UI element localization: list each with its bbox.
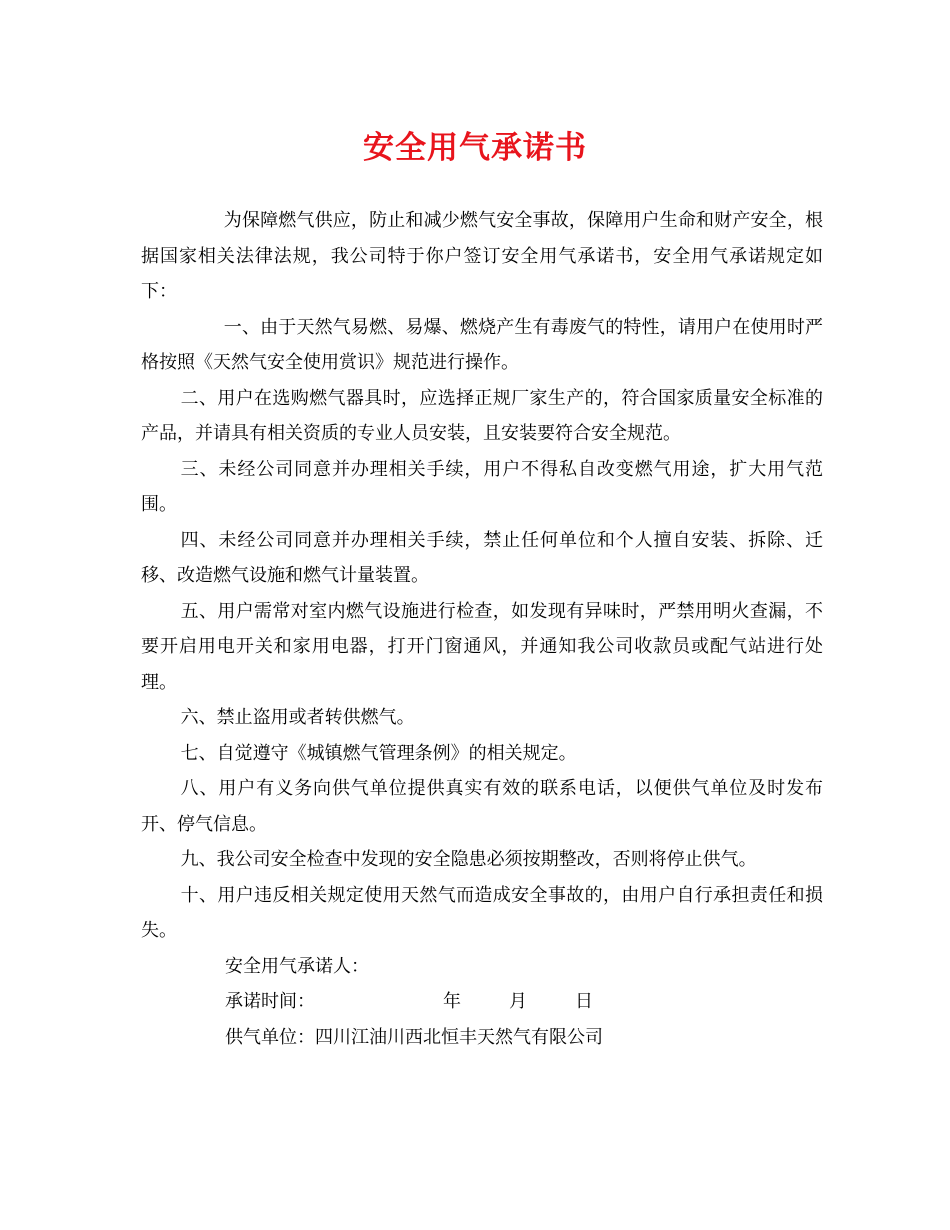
promisor-label: 安全用气承诺人： xyxy=(225,955,369,977)
clause-9: 九、我公司安全检查中发现的安全隐患必须按期整改，否则将停止供气。 xyxy=(180,849,757,870)
date-line xyxy=(141,984,823,1020)
supplier-label: 供气单位： xyxy=(225,1026,315,1048)
clause-3: 三、未经公司同意并办理相关手续，用户不得私自改变燃气用途，扩大用气范围。 xyxy=(141,458,823,515)
clause-8: 八、用户有义务向供气单位提供真实有效的联系电话，以便供气单位及时发布开、停气信息。 xyxy=(141,778,823,835)
day-label: 日 xyxy=(575,991,593,1012)
clause-5: 五、用户需常对室内燃气设施进行检查，如发现有异味时，严禁用明火查漏，不要开启用电开关和家用电器，打开门窗通风，并通知我公司收款员或配气站进行处理。 xyxy=(141,600,823,693)
clause-4: 四、未经公司同意并办理相关手续，禁止任何单位和个人擅自安装、拆除、迁移、改造燃气设施和燃气计量装置。 xyxy=(141,529,823,586)
month-label: 月 xyxy=(509,991,527,1012)
year-label: 年 xyxy=(443,991,461,1012)
clause-2: 二、用户在选购燃气器具时，应选择正规厂家生产的，符合国家质量安全标准的产品，并请具有相关资质的专业人员安装，且安装要符合安全规范。 xyxy=(141,387,823,444)
date-label: 承诺时间： xyxy=(225,991,315,1012)
clause-6: 六、禁止盗用或者转供燃气。 xyxy=(180,707,415,728)
intro-paragraph: 为保障燃气供应，防止和减少燃气安全事故，保障用户生命和财产安全，根据国家相关法律法规，我公司特于你户签订安全用气承诺书，安全用气承诺规定如下： xyxy=(141,210,823,302)
supplier-name: 四川江油川西北恒丰天然气有限公司 xyxy=(315,1026,603,1048)
promisor-line xyxy=(141,949,823,985)
clause-1: 一、由于天然气易燃、易爆、燃烧产生有毒废气的特性，请用户在使用时严格按照《天然气安全使用赏识》规范进行操作。 xyxy=(141,316,823,373)
document-body xyxy=(141,203,823,1055)
supplier-line xyxy=(141,1020,823,1056)
document-title: 安全用气承诺书 xyxy=(363,130,587,166)
clause-10: 十、用户违反相关规定使用天然气而造成安全事故的，由用户自行承担责任和损失。 xyxy=(141,884,823,941)
clause-7: 七、自觉遵守《城镇燃气管理条例》的相关规定。 xyxy=(180,742,577,764)
